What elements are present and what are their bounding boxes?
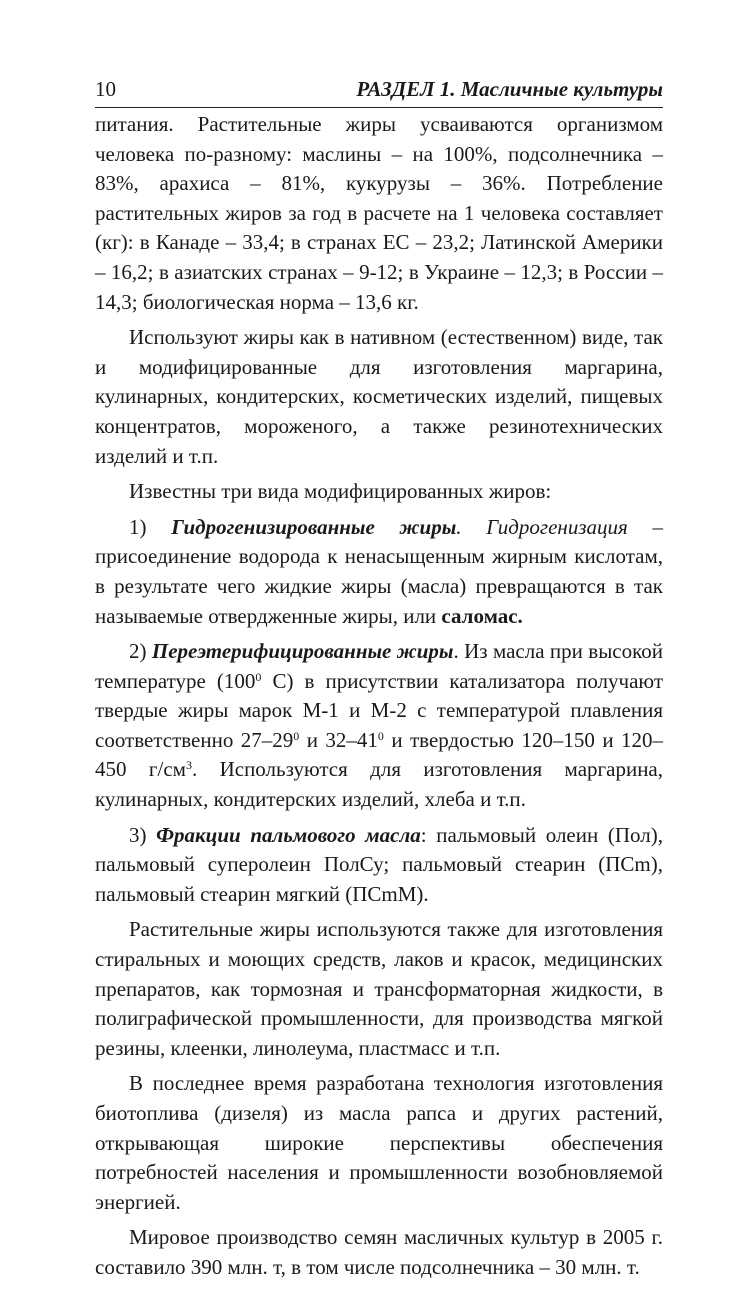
section-title: РАЗДЕЛ 1. Масличные культуры [356, 77, 663, 101]
paragraph-types-intro: Известны три вида модифицированных жиров: [129, 479, 552, 504]
superscript: 0 [377, 728, 384, 743]
superscript: 3 [185, 758, 192, 773]
list-number: 3) [129, 822, 157, 847]
term-palm-oil-fractions: Фракции пальмового масла [156, 822, 421, 847]
term-interesterified-fats: Переэтерифицированные жиры [151, 639, 454, 664]
term-hydrogenated-fats: Гидрогенизированные жиры [171, 514, 457, 539]
term-hydrogenation: Гидрогенизация [486, 514, 628, 539]
list-number: 1) [129, 514, 172, 539]
paragraph-text: . Из масла при высокой температуре (100 [95, 639, 663, 693]
superscript: 0 [255, 669, 262, 684]
paragraph-world-production: Мировое производство семян масличных культур в 2005 г. составило 390 млн. т, в том числе подсолнечника – 30 млн. т. [95, 1225, 663, 1279]
paragraph-biofuel: В последнее время разработана технология изготовления биотоплива (дизеля) из масла рапса и других растений, открывающая широкие перспективы обеспечения потребностей населения и промышленности возобновляемой энергией. [95, 1071, 663, 1214]
paragraph-industrial-uses: Растительные жиры используются также для изготовления стиральных и моющих средств, лаков и красок, медицинских препаратов, как тормозная и трансформаторная жидкости, в полиграфической промышленности, для производства мягкой резины, клеенки, линолеума, пластмасс и т.п. [95, 917, 663, 1060]
paragraph-continuation: питания. Растительные жиры усваиваются организмом человека по-разному: маслины – на 100%, подсолнечника – 83%, арахиса – 81%, кукурузы – 36%. Потребление растительных жиров за год в расчете на 1 человека составляет (кг): в Канаде – 33,4; в странах ЕС – 23,2; Латинской Америки – 16,2; в азиатских странах – 9-12; в Украине – 12,3; в России –14,3; биологическая норма – 13,6 кг. [95, 112, 663, 314]
paragraph-text: . Используются для изготовления маргарина, кулинарных, кондитерских изделий, хлеба и т.п. [95, 757, 664, 812]
paragraph-text: : пальмовый олеин (Пол), пальмовый суперолеин ПолСу; пальмовый стеарин (ПСm), пальмовый стеарин мягкий (ПСmМ). [95, 822, 663, 906]
header-rule [95, 107, 663, 108]
paragraph-hydrogenated [95, 513, 663, 631]
paragraph-interesterified [95, 637, 663, 815]
term-salomas: саломас. [441, 603, 523, 628]
term-separator: . [456, 514, 487, 539]
superscript: 0 [293, 728, 300, 743]
list-number: 2) [129, 639, 152, 664]
paragraph-text: и твердостью 120–150 и 120–450 г/см [95, 727, 663, 782]
paragraph-usage: Используют жиры как в нативном (естественном) виде, так и модифицированные для изготовления маргарина, кулинарных, кондитерских, косметических изделий, пищевых концентратов, мороженого, а также резинотехнических изделий и т.п. [95, 325, 663, 468]
book-page [95, 75, 663, 1289]
page-number: 10 [95, 77, 116, 101]
paragraph-palm-fractions [95, 821, 663, 910]
page-body [95, 110, 663, 1283]
paragraph-text: и 32–41 [299, 727, 378, 752]
running-header [95, 75, 663, 105]
paragraph-text: С) в присутствии катализатора получают твердые жиры марок М-1 и М-2 с температурой плавления соответственно 27–29 [95, 668, 663, 752]
paragraph-text: – присоединение водорода к ненасыщенным жирным кислотам, в результате чего жидкие жиры (масла) превращаются в так называемые отвердженные жиры, или [95, 514, 664, 628]
